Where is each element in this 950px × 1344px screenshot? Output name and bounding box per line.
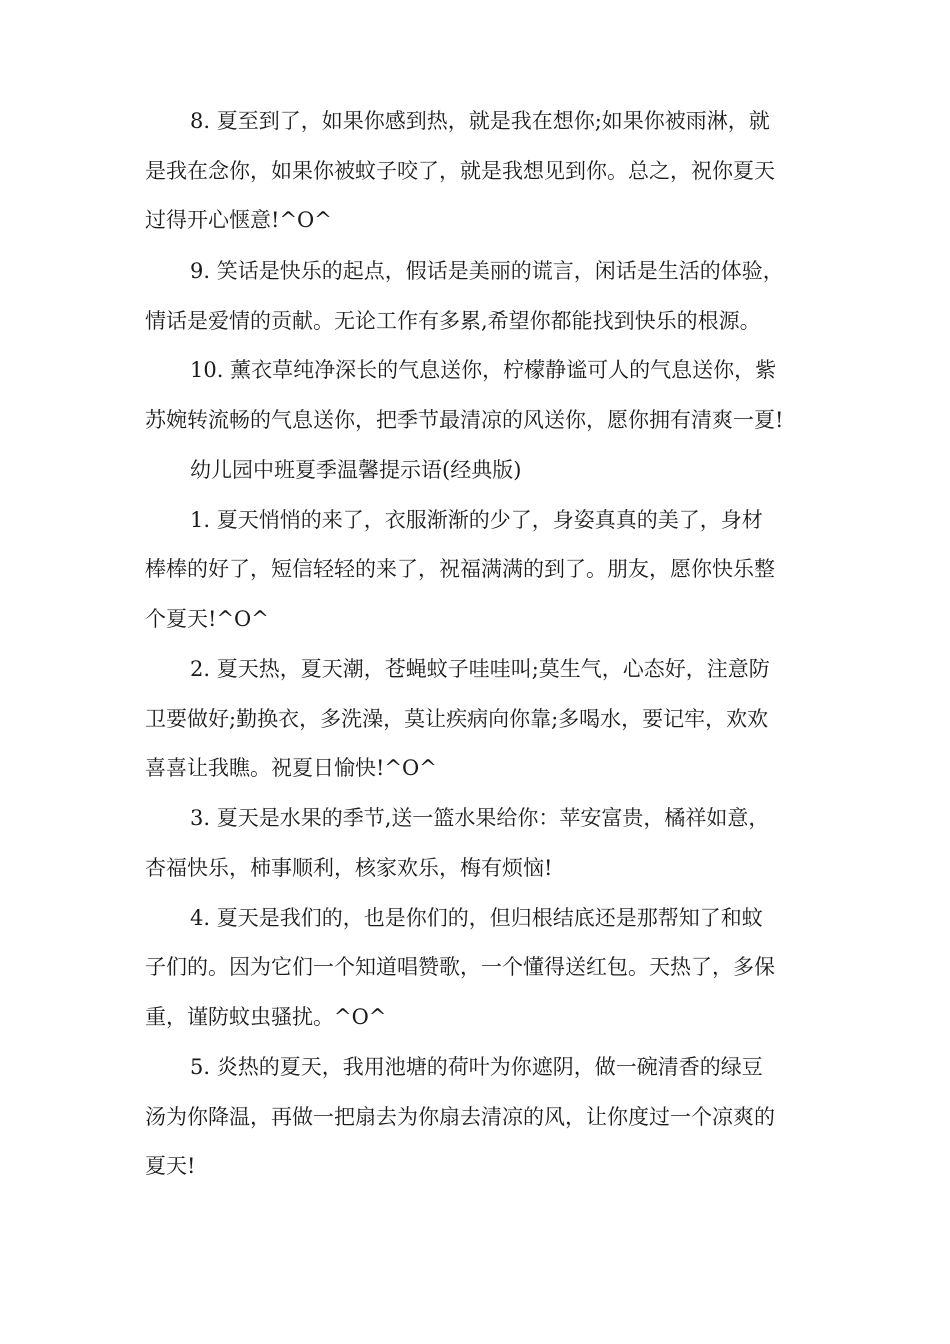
item-4-line-2: 子们的。因为它们一个知道唱赞歌，一个懂得送红包。天热了，多保 — [145, 955, 775, 979]
section-heading: 幼儿园中班夏季温馨提示语(经典版) — [190, 458, 522, 482]
item-2-line-3: 喜喜让我瞧。祝夏日愉快!^O^ — [145, 756, 437, 780]
item-2-line-2: 卫要做好;勤换衣，多洗澡，莫让疾病向你靠;多喝水，要记牢，欢欢 — [145, 707, 769, 731]
paragraph-8-line-1: 8. 夏至到了，如果你感到热，就是我在想你;如果你被雨淋，就 — [190, 109, 770, 133]
item-5-line-3: 夏天! — [145, 1154, 196, 1178]
item-4-line-3: 重，谨防蚊虫骚扰。^O^ — [145, 1005, 387, 1029]
item-5-line-2: 汤为你降温，再做一把扇去为你扇去清凉的风，让你度过一个凉爽的 — [145, 1105, 775, 1129]
paragraph-8-line-2: 是我在念你，如果你被蚊子咬了，就是我想见到你。总之，祝你夏天 — [145, 159, 775, 183]
paragraph-9-line-1: 9. 笑话是快乐的起点，假话是美丽的谎言，闲话是生活的体验， — [190, 259, 784, 283]
paragraph-8-line-3: 过得开心惬意!^O^ — [145, 208, 332, 232]
item-2-line-1: 2. 夏天热，夏天潮，苍蝇蚊子哇哇叫;莫生气，心态好，注意防 — [190, 657, 770, 681]
paragraph-10-line-1: 10. 薰衣草纯净深长的气息送你，柠檬静谧可人的气息送你，紫 — [190, 358, 777, 382]
paragraph-10-line-2: 苏婉转流畅的气息送你，把季节最清凉的风送你，愿你拥有清爽一夏! — [145, 408, 784, 432]
item-1-line-1: 1. 夏天悄悄的来了，衣服渐渐的少了，身姿真真的美了，身材 — [190, 508, 763, 532]
item-3-line-2: 杏福快乐，柿事顺利，核家欢乐，梅有烦恼! — [145, 856, 553, 880]
paragraph-9-line-2: 情话是爱情的贡献。无论工作有多累,希望你都能找到快乐的根源。 — [145, 309, 761, 333]
item-3-line-1: 3. 夏天是水果的季节,送一篮水果给你：苹安富贵，橘祥如意， — [190, 806, 770, 830]
item-5-line-1: 5. 炎热的夏天，我用池塘的荷叶为你遮阴，做一碗清香的绿豆 — [190, 1055, 763, 1079]
item-1-line-3: 个夏天!^O^ — [145, 607, 269, 631]
item-4-line-1: 4. 夏天是我们的，也是你们的，但归根结底还是那帮知了和蚊 — [190, 906, 763, 930]
item-1-line-2: 棒棒的好了，短信轻轻的来了，祝福满满的到了。朋友，愿你快乐整 — [145, 557, 775, 581]
